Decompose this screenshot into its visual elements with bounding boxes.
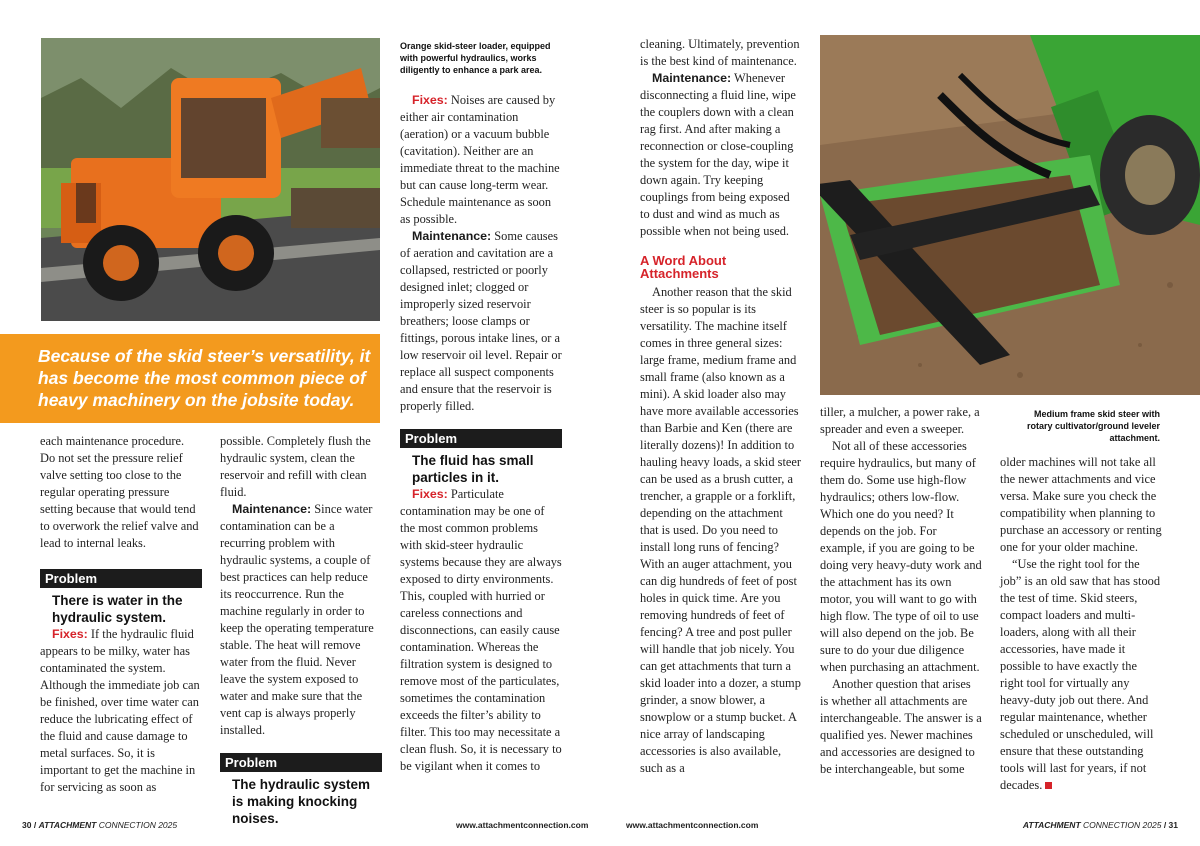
maintenance-text: Since water contamination can be a recurring problem with hydraulic systems, a couple of best practices can help reduce its reoccurrence. Run the machine regularly in order to keep the operating temperature stable. The heat will remove water from the fluid. Never leave the system exposed to water and make sure that the vent cap is always properly installed.	[220, 502, 374, 737]
paragraph	[220, 501, 382, 739]
paragraph	[400, 486, 562, 775]
section-heading: A Word About Attachments	[640, 253, 727, 281]
fixes-label: Fixes:	[52, 627, 88, 641]
caption-right: Medium frame skid steer with rotary cultivator/ground leveler attachment.	[1026, 409, 1160, 443]
footer-url-left[interactable]: www.attachmentconnection.com	[456, 820, 589, 830]
maintenance-label: Maintenance:	[232, 502, 312, 516]
column-5	[820, 404, 982, 778]
paragraph: Not all of these accessories require hydraulics, but many of them do. Some use high-flow hydraulics; others low-flow. Which one do you need? It depends on the job. For example, if you are going to be doing very heavy-duty work and the attachment has its own motor, you will want to go with high flow. The type of oil to use will also depend on the job. Be sure to do your due diligence when purchasing an attachment.	[820, 439, 982, 674]
pull-quote: Because of the skid steer’s versatility, it has become the most common piece of heavy machinery on the jobsite today.	[38, 346, 371, 410]
column-6	[1000, 454, 1162, 794]
problem-label: Problem	[40, 569, 202, 588]
page-number-left: 30 /	[22, 820, 37, 830]
magazine-brand: ATTACHMENT	[1022, 820, 1081, 830]
paragraph	[400, 228, 562, 415]
column-1	[40, 433, 202, 796]
paragraph: possible. Completely flush the hydraulic system, clean the reservoir and refill with clean fluid.	[220, 434, 371, 499]
column-2	[220, 433, 382, 827]
maintenance-text: Whenever disconnecting a fluid line, wipe the couplers down with a clean rag first. And after making a reconnection or close-coupling the system for the day, wipe it down again. Try keeping couplings from being exposed to dust and wind as much as possible when not being used.	[640, 71, 796, 238]
paragraph	[1000, 556, 1162, 794]
maintenance-label: Maintenance:	[412, 229, 492, 243]
paragraph: Another question that arises is whether all attachments are interchangeable. The answer is a qualified yes. Newer machines and accessories are designed to be interchangeable, but some	[820, 677, 982, 776]
problem-heading: The fluid has small particles in it.	[412, 453, 534, 485]
paragraph: each maintenance procedure. Do not set the pressure relief valve setting too close to the regular operating pressure setting because that would tend to overwork the relief valve and lead to internal leaks.	[40, 434, 199, 550]
end-mark-icon	[1045, 782, 1052, 789]
fixes-text: Particulate contamination may be one of the most common problems with skid-steer hydraulic systems because they are always exposed to dirty environments. This, coupled with hurried or careless connections and disconnections, can easily cause contamination. Whereas the filtration system is designed to remove most of the particulates, sometimes the contamination exceeds the filter’s ability to filter. This too may necessitate a clean flush. So, it is necessary to be vigilant when it comes to	[400, 487, 562, 773]
column-3	[400, 92, 562, 775]
footer-left	[22, 820, 177, 830]
footer-right	[1023, 820, 1178, 830]
problem-label: Problem	[400, 429, 562, 448]
maintenance-label: Maintenance:	[652, 71, 732, 85]
problem-heading: There is water in the hydraulic system.	[52, 593, 183, 625]
paragraph: cleaning. Ultimately, prevention is the best kind of maintenance.	[640, 37, 800, 68]
paragraph: older machines will not take all the newer attachments and vice versa. Make sure you check the compatibility when planning to purchase an accessory or renting one for your older machine.	[1000, 455, 1162, 554]
page-number-right: / 31	[1163, 820, 1178, 830]
problem-label: Problem	[220, 753, 382, 772]
paragraph	[400, 92, 562, 228]
magazine-name: CONNECTION 2025	[1083, 820, 1162, 830]
fixes-text: Noises are caused by either air contamination (aeration) or a vacuum bubble (cavitation). Neither are an immediate threat to the machine but can cause long-term wear. Schedule maintenance as soon as possible.	[400, 93, 560, 226]
paragraph-text: “Use the right tool for the job” is an old saw that has stood the test of time. Skid steers, compact loaders and multi-loaders, along with all their accessories, have made it possible to have exactly the right tool for virtually any heavy-duty job out there. And regular maintenance, whether scheduled or unscheduled, will ensure that these outstanding tools will last for years, if not decades.	[1000, 557, 1161, 792]
maintenance-text: Some causes of aeration and cavitation are a collapsed, restricted or poorly designed inlet; clogged or improperly sized reservoir breathers; loose clamps or fittings, porous intake lines, or a low reservoir oil level. Repair or replace all suspect components and ensure that the reservoir is properly filled.	[400, 229, 562, 413]
paragraph: Another reason that the skid steer is so popular is its versatility. The machine itself comes in three general sizes: large frame, medium frame and small frame (also known as a mini). A skid loader also may have more available accessories than Barbie and Ken (there are literally dozens)! In addition to hauling heavy loads, a skid steer can be used as a brush cutter, a trencher, a grapple or a forklift, depending on the attachment that is used. Do you need to install long runs of fencing? With an auger attachment, you can dig hundreds of feet of post holes in quick time. Are you removing hundreds of feet of fencing? A tree and post puller will handle that job nicely. You can get attachments that turn a skid loader into a dozer, a stump grinder, a snow blower, a snowplow or a stump bucket. A nice array of landscaping accessories is also available, such as a	[640, 285, 802, 775]
paragraph	[640, 70, 802, 240]
magazine-name: CONNECTION 2025	[98, 820, 178, 830]
pull-quote-box	[0, 334, 380, 423]
caption-left: Orange skid-steer loader, equipped with powerful hydraulics, works diligently to enhance a park area.	[400, 41, 551, 75]
fixes-label: Fixes:	[412, 93, 448, 107]
problem-heading: The hydraulic system is making knocking noises.	[232, 777, 371, 826]
fixes-label: Fixes:	[412, 487, 448, 501]
paragraph: tiller, a mulcher, a power rake, a spreader and even a sweeper.	[820, 405, 980, 436]
green-skid-steer-cultivator-photo	[820, 35, 1200, 395]
fixes-text: If the hydraulic fluid appears to be milky, water has contaminated the system. Although the immediate job can be finished, over time water can reduce the lubricating effect of the fluid and cause damage to metal surfaces. So, it is important to get the machine in for servicing as soon as	[40, 627, 200, 794]
paragraph	[40, 626, 202, 796]
column-4	[640, 36, 802, 777]
footer-url-right[interactable]: www.attachmentconnection.com	[626, 820, 759, 830]
magazine-brand: ATTACHMENT	[38, 820, 97, 830]
orange-skid-steer-photo	[41, 38, 380, 321]
